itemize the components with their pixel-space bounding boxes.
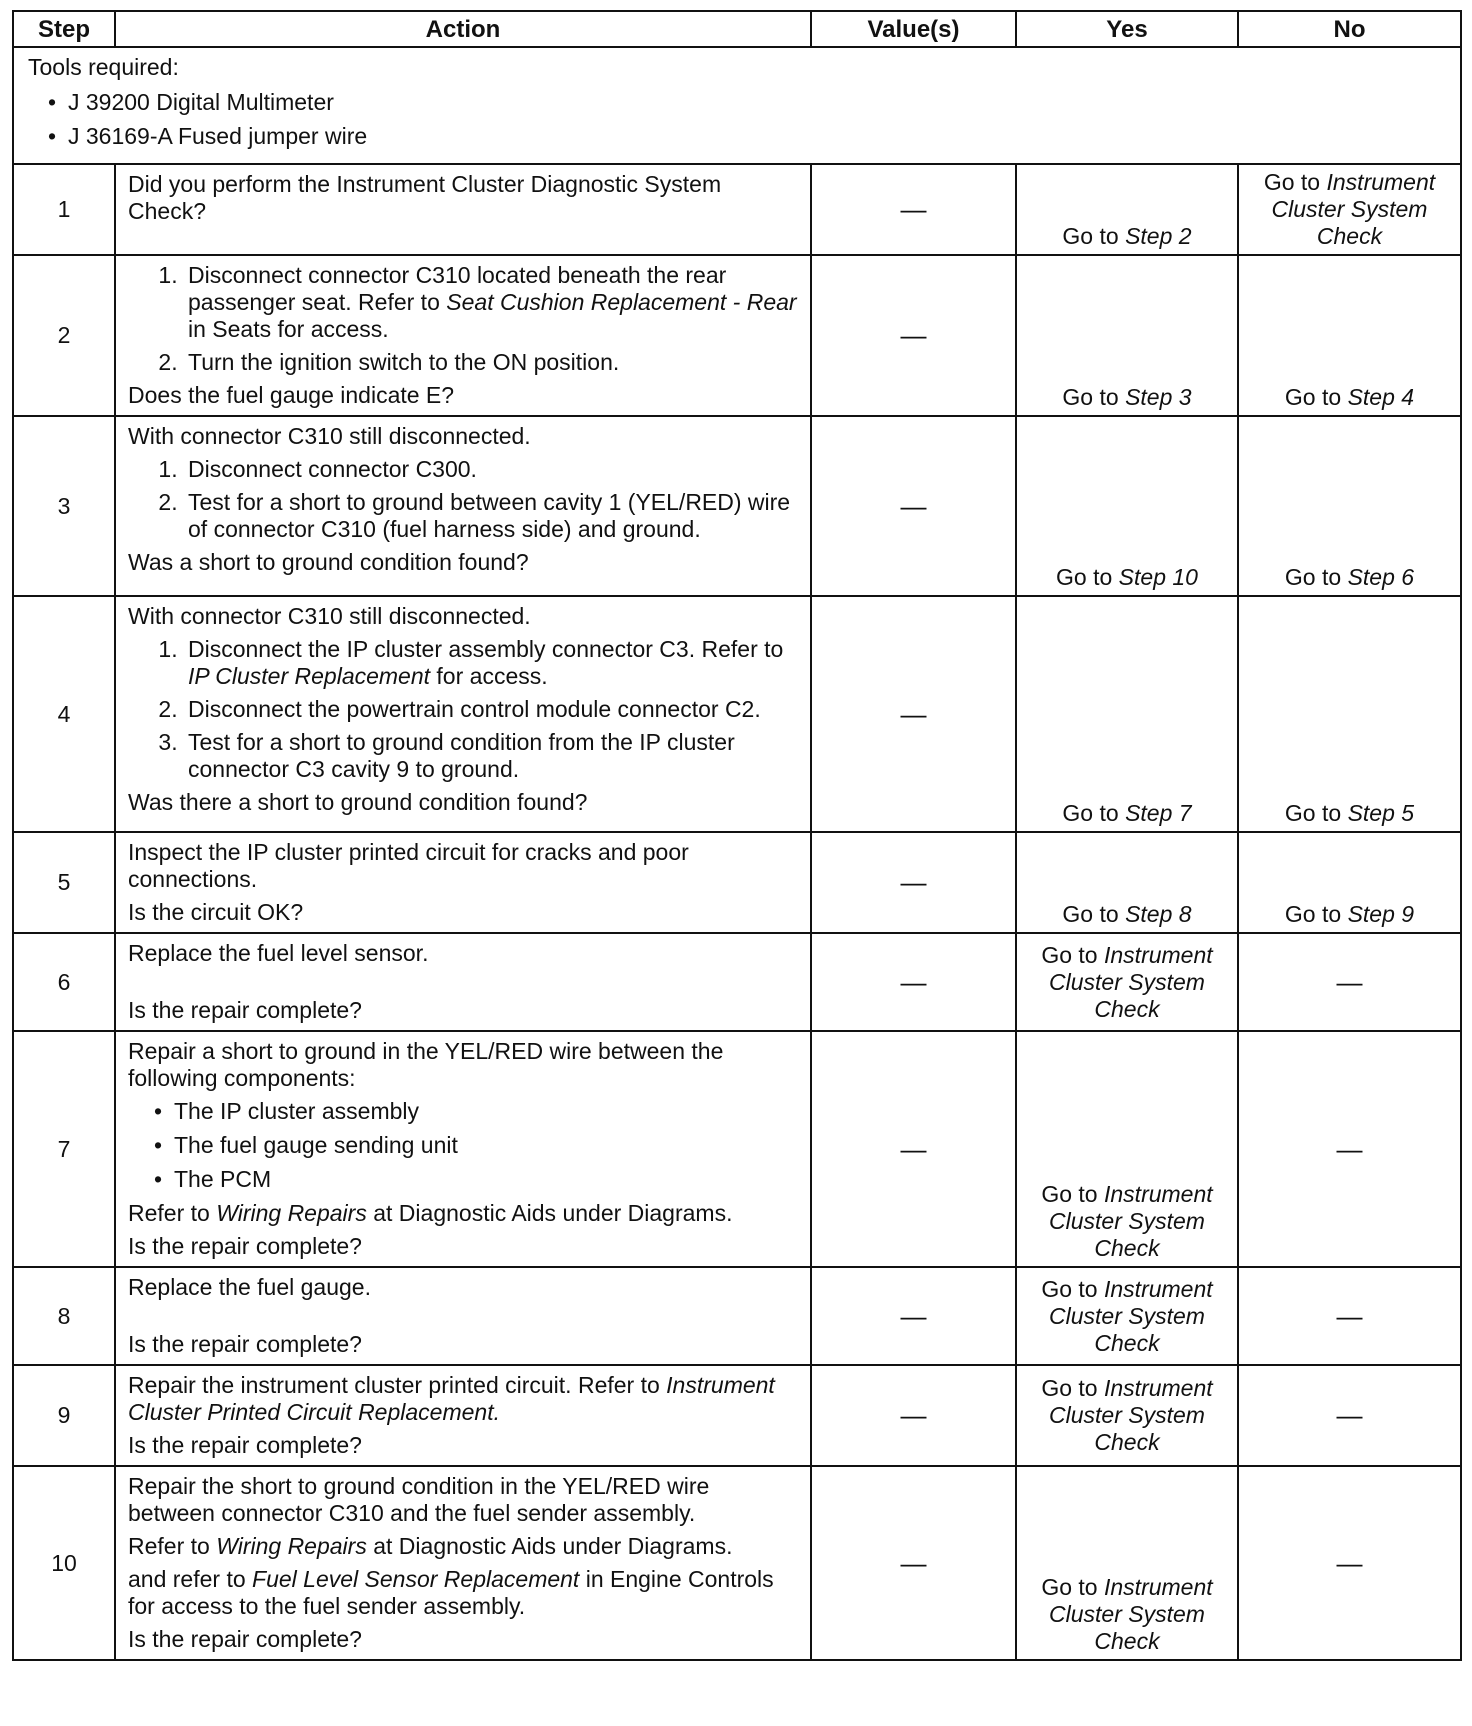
- value-cell: —: [811, 1466, 1016, 1660]
- yes-cell[interactable]: [1016, 164, 1238, 255]
- no-link[interactable]: Step 9: [1347, 901, 1415, 927]
- header-no: No: [1238, 11, 1461, 47]
- no-prefix: Go to: [1284, 901, 1348, 927]
- no-cell[interactable]: [1238, 596, 1461, 832]
- yes-cell[interactable]: [1016, 416, 1238, 596]
- table-row: [13, 832, 1461, 933]
- tools-row: [13, 47, 1461, 164]
- yes-cell[interactable]: [1016, 1031, 1238, 1267]
- tool-item: • J 36169-A Fused jumper wire: [68, 123, 1446, 150]
- yes-cell[interactable]: [1016, 1466, 1238, 1660]
- action-intro: Repair a short to ground in the YEL/RED wire between the following components:: [128, 1038, 724, 1091]
- no-link[interactable]: Instrument Cluster System Check: [1271, 169, 1436, 249]
- value-cell: —: [811, 255, 1016, 416]
- yes-cell[interactable]: [1016, 596, 1238, 832]
- value-cell: —: [811, 164, 1016, 255]
- action-bullet: • The IP cluster assembly: [174, 1098, 800, 1125]
- action-bullet: • The PCM: [174, 1166, 800, 1193]
- table-row: [13, 1365, 1461, 1466]
- action-question: Is the circuit OK?: [128, 899, 304, 925]
- step-number: 2: [13, 255, 115, 416]
- no-link[interactable]: Step 6: [1347, 564, 1415, 590]
- step-number: 9: [13, 1365, 115, 1466]
- action-intro: Inspect the IP cluster printed circuit for cracks and poor connections.: [128, 839, 689, 892]
- action-step-item: 1. Disconnect connector C310 located beneath the rear passenger seat. Refer to Seat Cushion Replacement - Rear in Seats for access.: [184, 262, 800, 343]
- header-yes: Yes: [1016, 11, 1238, 47]
- yes-prefix: Go to: [1062, 223, 1126, 249]
- value-cell: —: [811, 1031, 1016, 1267]
- action-cell: [115, 832, 811, 933]
- action-cell: [115, 1031, 811, 1267]
- action-cell: [115, 1365, 811, 1466]
- action-question: Was a short to ground condition found?: [128, 549, 529, 575]
- action-cell: [115, 255, 811, 416]
- no-cell[interactable]: [1238, 832, 1461, 933]
- step-number: 8: [13, 1267, 115, 1365]
- diagnostic-table: [12, 10, 1462, 1661]
- action-cell: [115, 164, 811, 255]
- action-intro: With connector C310 still disconnected.: [128, 423, 531, 449]
- yes-link[interactable]: Instrument Cluster System Check: [1049, 1181, 1213, 1261]
- step-number: 5: [13, 832, 115, 933]
- yes-prefix: Go to: [1062, 800, 1126, 826]
- header-step: Step: [13, 11, 115, 47]
- action-reference: and refer to Fuel Level Sensor Replacement in Engine Controls for access to the fuel sender assembly.: [128, 1566, 774, 1619]
- yes-cell[interactable]: [1016, 1267, 1238, 1365]
- action-cell: [115, 933, 811, 1031]
- tool-item: • J 39200 Digital Multimeter: [68, 89, 1446, 116]
- yes-link[interactable]: Instrument Cluster System Check: [1049, 1275, 1213, 1356]
- table-row: [13, 164, 1461, 255]
- action-intro: Repair the instrument cluster printed circuit. Refer to Instrument Cluster Printed Circuit Replacement.: [128, 1372, 775, 1425]
- table-row: [13, 255, 1461, 416]
- no-cell[interactable]: [1238, 255, 1461, 416]
- action-question: Is the repair complete?: [128, 1432, 362, 1458]
- yes-link[interactable]: Step 2: [1125, 223, 1192, 249]
- yes-link[interactable]: Step 8: [1125, 901, 1192, 927]
- action-intro: Replace the fuel gauge.: [128, 1274, 371, 1300]
- diagnostic-table-document: [12, 10, 1460, 1661]
- yes-prefix: Go to: [1041, 1275, 1104, 1302]
- action-step-item: 2. Disconnect the powertrain control module connector C2.: [184, 696, 800, 723]
- action-reference: Refer to Wiring Repairs at Diagnostic Aids under Diagrams.: [128, 1533, 733, 1559]
- value-cell: —: [811, 933, 1016, 1031]
- yes-link[interactable]: Step 3: [1125, 384, 1192, 410]
- action-intro: Repair the short to ground condition in the YEL/RED wire between connector C310 and the fuel sender assembly.: [128, 1473, 710, 1526]
- action-intro: With connector C310 still disconnected.: [128, 603, 531, 629]
- step-number: 1: [13, 164, 115, 255]
- value-cell: —: [811, 596, 1016, 832]
- no-cell[interactable]: [1238, 164, 1461, 255]
- yes-prefix: Go to: [1056, 564, 1119, 590]
- no-cell: —: [1238, 1267, 1461, 1365]
- yes-cell[interactable]: [1016, 933, 1238, 1031]
- action-question: Is the repair complete?: [128, 1626, 362, 1652]
- step-number: 10: [13, 1466, 115, 1660]
- no-prefix: Go to: [1284, 384, 1348, 410]
- action-step-item: 2. Turn the ignition switch to the ON position.: [184, 349, 800, 376]
- table-row: [13, 1031, 1461, 1267]
- action-step-item: 1. Disconnect connector C300.: [184, 456, 800, 483]
- yes-prefix: Go to: [1062, 384, 1126, 410]
- action-bullet: • The fuel gauge sending unit: [174, 1132, 800, 1159]
- no-cell: —: [1238, 1466, 1461, 1660]
- header-row: [13, 11, 1461, 47]
- yes-prefix: Go to: [1062, 901, 1126, 927]
- no-cell[interactable]: [1238, 416, 1461, 596]
- action-question: Is the repair complete?: [128, 1331, 362, 1357]
- header-action: Action: [115, 11, 811, 47]
- yes-prefix: Go to: [1041, 941, 1104, 968]
- yes-link[interactable]: Instrument Cluster System Check: [1049, 941, 1213, 1022]
- value-cell: —: [811, 1365, 1016, 1466]
- yes-link[interactable]: Instrument Cluster System Check: [1049, 1375, 1213, 1455]
- tools-cell: [13, 47, 1461, 164]
- action-step-item: 1. Disconnect the IP cluster assembly connector C3. Refer to IP Cluster Replacement for access.: [184, 636, 800, 690]
- yes-prefix: Go to: [1041, 1375, 1104, 1401]
- action-cell: [115, 596, 811, 832]
- action-step-item: 3. Test for a short to ground condition from the IP cluster connector C3 cavity 9 to ground.: [184, 729, 800, 783]
- yes-prefix: Go to: [1041, 1574, 1104, 1600]
- no-cell: —: [1238, 933, 1461, 1031]
- no-link[interactable]: Step 4: [1347, 384, 1415, 410]
- no-link[interactable]: Step 5: [1347, 800, 1415, 826]
- no-cell: —: [1238, 1365, 1461, 1466]
- header-values: Value(s): [811, 11, 1016, 47]
- action-reference: Refer to Wiring Repairs at Diagnostic Aids under Diagrams.: [128, 1200, 733, 1226]
- value-cell: —: [811, 832, 1016, 933]
- yes-cell[interactable]: [1016, 255, 1238, 416]
- action-intro: Replace the fuel level sensor.: [128, 940, 429, 966]
- yes-cell[interactable]: [1016, 832, 1238, 933]
- action-question: Is the repair complete?: [128, 1233, 362, 1259]
- step-number: 6: [13, 933, 115, 1031]
- table-row: [13, 416, 1461, 596]
- no-prefix: Go to: [1284, 564, 1348, 590]
- yes-prefix: Go to: [1041, 1181, 1104, 1207]
- yes-link[interactable]: Instrument Cluster System Check: [1049, 1574, 1213, 1654]
- no-prefix: Go to: [1284, 800, 1348, 826]
- action-cell: [115, 416, 811, 596]
- table-row: [13, 1466, 1461, 1660]
- yes-link[interactable]: Step 10: [1118, 564, 1198, 590]
- action-question: Does the fuel gauge indicate E?: [128, 382, 455, 408]
- table-row: [13, 933, 1461, 1031]
- action-cell: [115, 1267, 811, 1365]
- no-cell: —: [1238, 1031, 1461, 1267]
- action-cell: [115, 1466, 811, 1660]
- yes-cell[interactable]: [1016, 1365, 1238, 1466]
- step-number: 3: [13, 416, 115, 596]
- tools-title: Tools required:: [28, 54, 179, 80]
- action-step-item: 2. Test for a short to ground between cavity 1 (YEL/RED) wire of connector C310 (fuel harness side) and ground.: [184, 489, 800, 543]
- action-question: Did you perform the Instrument Cluster Diagnostic System Check?: [128, 171, 722, 224]
- step-number: 7: [13, 1031, 115, 1267]
- action-question: Is the repair complete?: [128, 997, 362, 1023]
- step-number: 4: [13, 596, 115, 832]
- value-cell: —: [811, 1267, 1016, 1365]
- action-question: Was there a short to ground condition found?: [128, 789, 588, 815]
- table-row: [13, 596, 1461, 832]
- no-prefix: Go to: [1263, 169, 1327, 195]
- yes-link[interactable]: Step 7: [1125, 800, 1192, 826]
- table-row: [13, 1267, 1461, 1365]
- value-cell: —: [811, 416, 1016, 596]
